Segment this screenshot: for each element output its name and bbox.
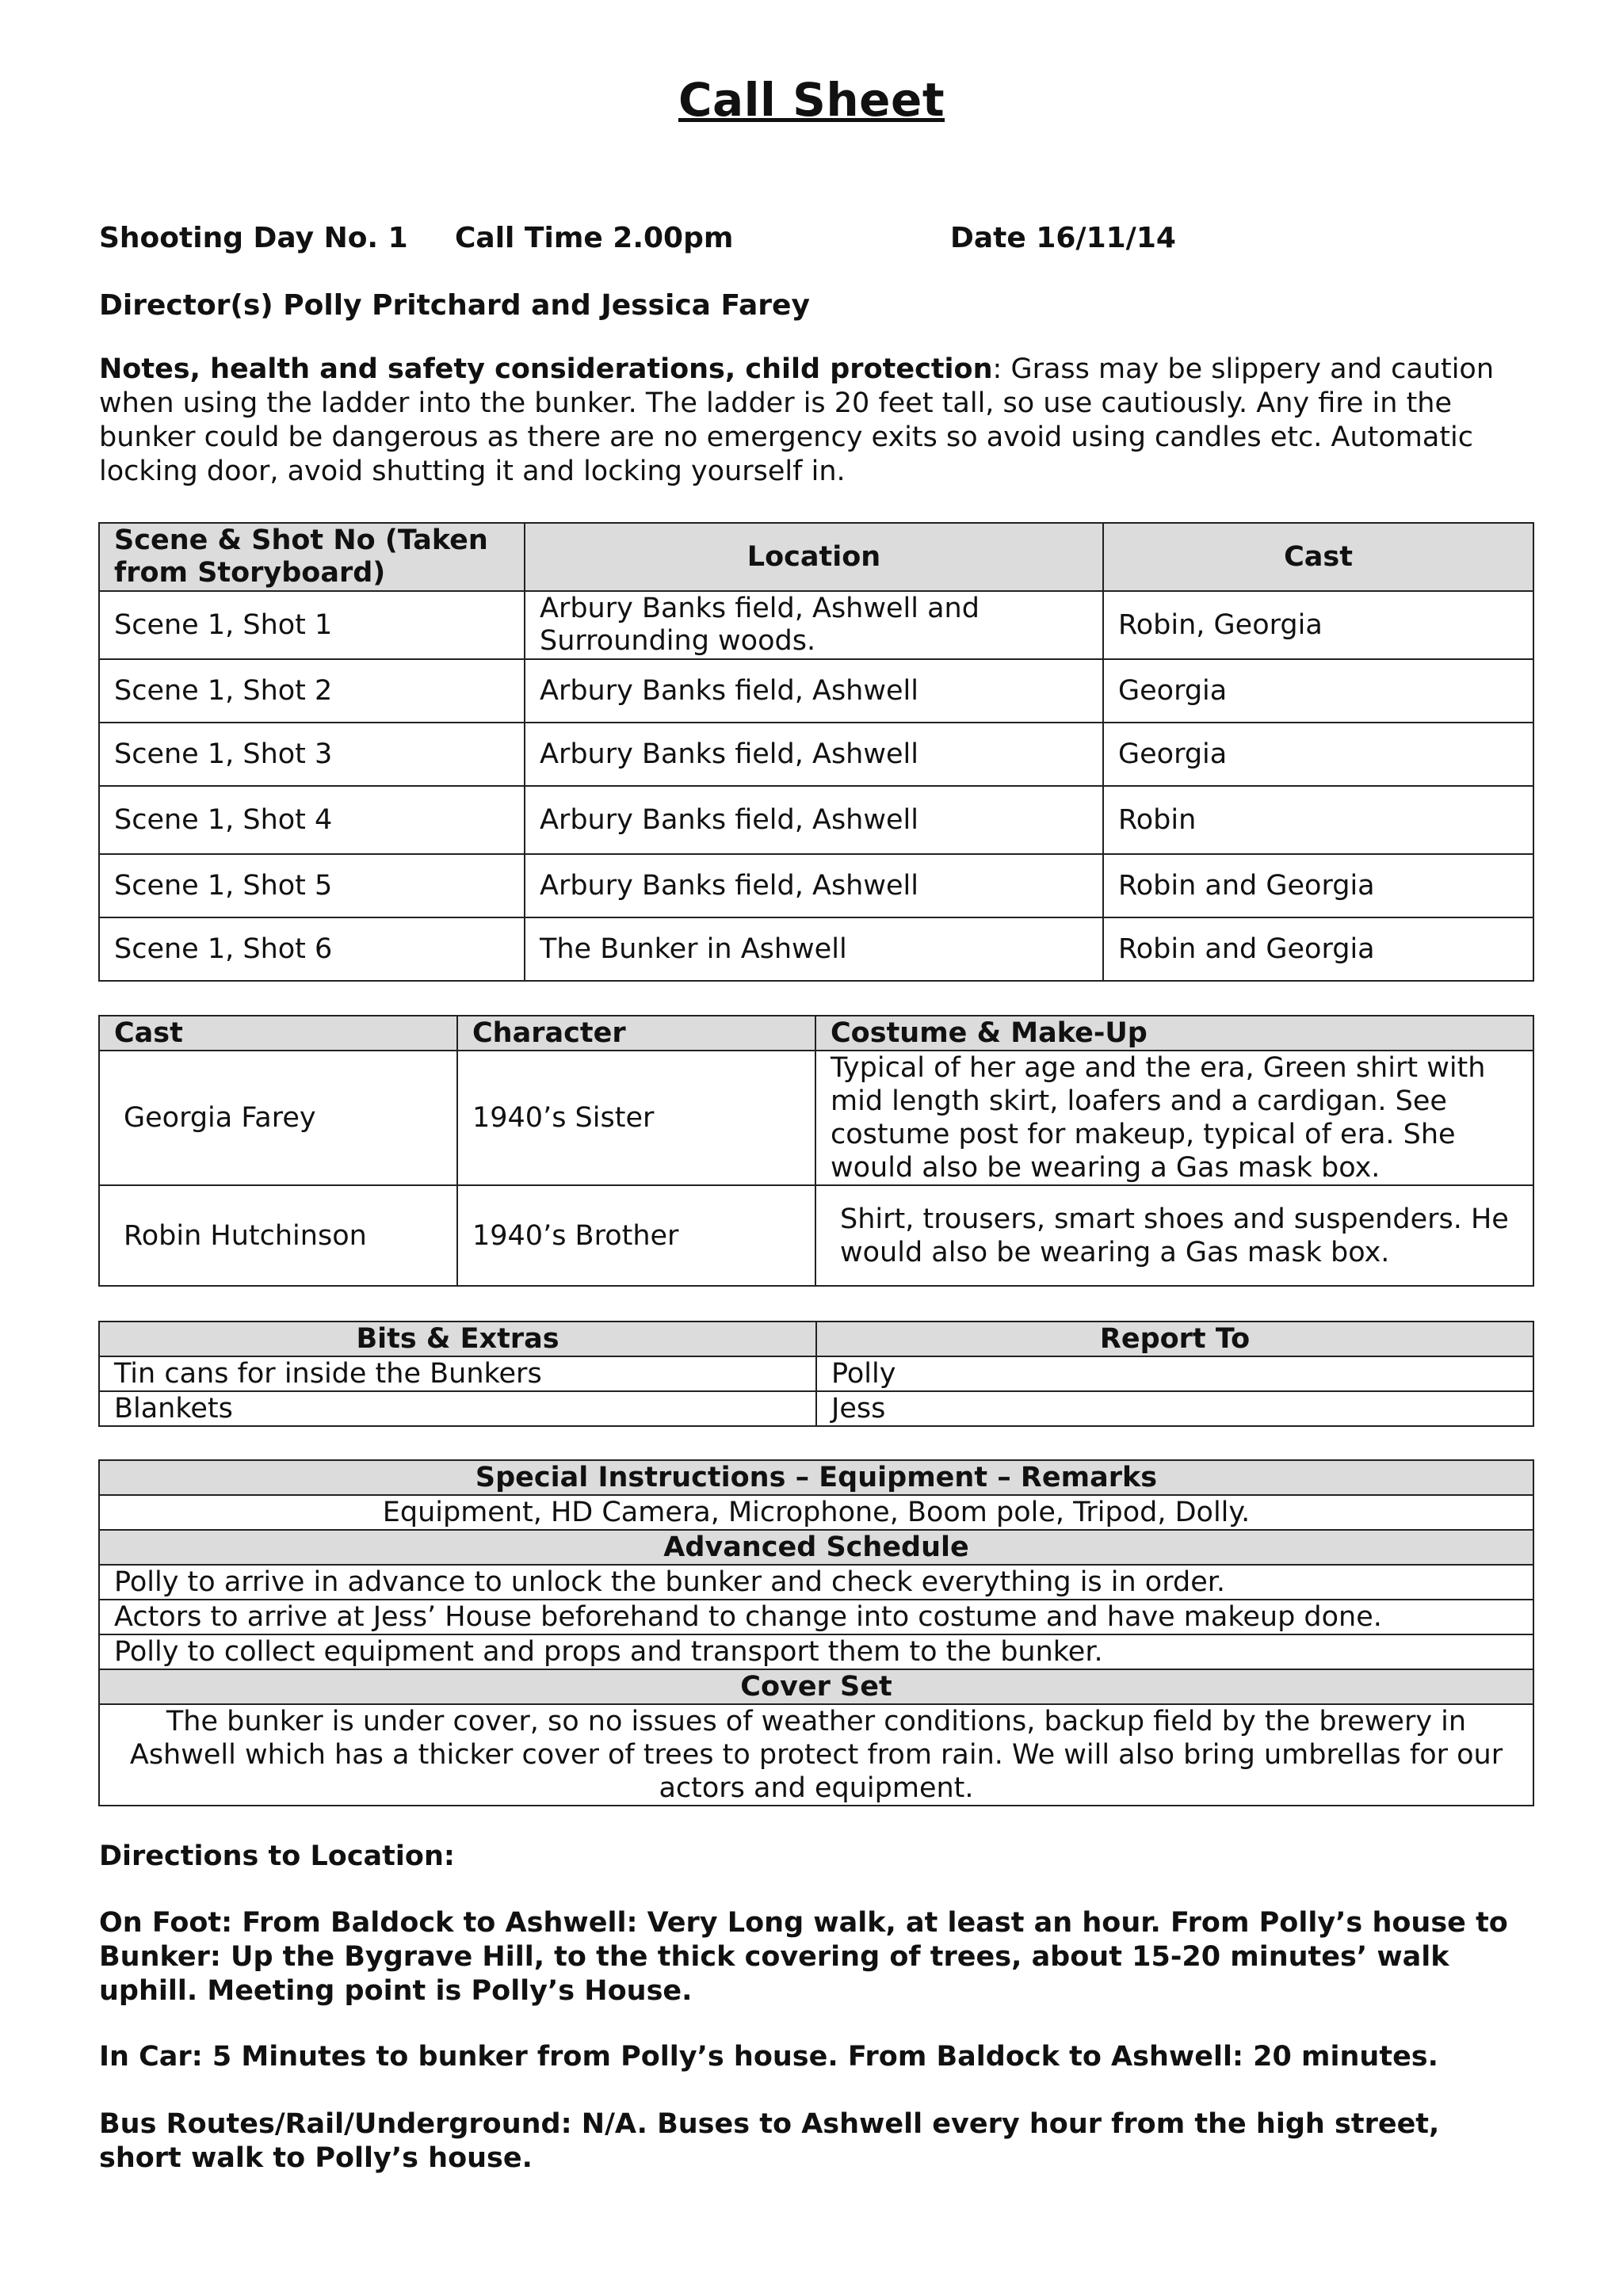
- scene-cell: Scene 1, Shot 5: [99, 854, 525, 917]
- cast-cell: Georgia: [1103, 723, 1533, 786]
- cast-cell: Robin and Georgia: [1103, 854, 1533, 917]
- directors: Director(s) Polly Pritchard and Jessica Farey: [99, 289, 810, 322]
- call-time: Call Time 2.00pm: [455, 222, 734, 254]
- table-row: [99, 1356, 1533, 1391]
- cover-set-header: Cover Set: [99, 1669, 1533, 1704]
- special-instructions-header: Special Instructions – Equipment – Remarks: [99, 1460, 1533, 1495]
- directions-on-foot: On Foot: From Baldock to Ashwell: Very Long walk, at least an hour. From Polly’s house to Bunker: Up the Bygrave Hill, to the thick covering of trees, about 15-20 minutes’ walk uphill. Meeting point is Polly’s House.: [99, 1907, 1508, 2007]
- cast-cell: Robin, Georgia: [1103, 591, 1533, 659]
- character-col-header: Character: [457, 1016, 815, 1051]
- notes-label: Notes, health and safety considerations, child protection: [99, 353, 993, 385]
- cast-name-cell: Georgia Farey: [99, 1051, 457, 1185]
- scene-cell: Scene 1, Shot 4: [99, 786, 525, 854]
- character-cell: 1940’s Sister: [457, 1051, 815, 1185]
- cast-cell: Robin and Georgia: [1103, 917, 1533, 981]
- table-row: [99, 854, 1533, 917]
- scene-cell: Scene 1, Shot 2: [99, 659, 525, 723]
- cast-name-cell: Robin Hutchinson: [99, 1185, 457, 1286]
- costume-cell: Typical of her age and the era, Green shirt with mid length skirt, loafers and a cardigan. See costume post for makeup, typical of era. She would also be wearing a Gas mask box.: [815, 1051, 1533, 1185]
- cast-col-header: Cast: [99, 1016, 457, 1051]
- location-cell: The Bunker in Ashwell: [525, 917, 1103, 981]
- extra-item-cell: Tin cans for inside the Bunkers: [99, 1356, 816, 1391]
- character-cell: 1940’s Brother: [457, 1185, 815, 1286]
- report-to-cell: Polly: [816, 1356, 1533, 1391]
- schedule-item: Polly to arrive in advance to unlock the bunker and check everything is in order.: [99, 1565, 1533, 1600]
- table-row: [99, 917, 1533, 981]
- advanced-schedule-header: Advanced Schedule: [99, 1530, 1533, 1565]
- directions-bus: Bus Routes/Rail/Underground: N/A. Buses to Ashwell every hour from the high street, short walk to Polly’s house.: [99, 2108, 1440, 2174]
- table-row: [99, 786, 1533, 854]
- directions-heading: Directions to Location:: [99, 1840, 455, 1872]
- report-to-header: Report To: [816, 1322, 1533, 1356]
- cast-header: Cast: [1103, 523, 1533, 591]
- location-header: Location: [525, 523, 1103, 591]
- table-row: [99, 1391, 1533, 1426]
- table-row: [99, 1185, 1533, 1286]
- cast-cell: Robin: [1103, 786, 1533, 854]
- special-instructions-table: [98, 1459, 1534, 1806]
- location-cell: Arbury Banks field, Ashwell: [525, 854, 1103, 917]
- extra-item-cell: Blankets: [99, 1391, 816, 1426]
- extras-table: [98, 1321, 1534, 1427]
- notes-text: : Grass may be slippery and caution when using the ladder into the bunker. The ladder is 20 feet tall, so use cautiously. Any fire in the bunker could be dangerous as there are no emergency exits so avoid using candles etc. Automatic locking door, avoid shutting it and locking yourself in.: [99, 353, 1495, 487]
- schedule-item: Polly to collect equipment and props and transport them to the bunker.: [99, 1634, 1533, 1669]
- cast-table: [98, 1015, 1534, 1287]
- table-row: [99, 723, 1533, 786]
- scene-cell: Scene 1, Shot 3: [99, 723, 525, 786]
- location-cell: Arbury Banks field, Ashwell: [525, 723, 1103, 786]
- costume-cell: Shirt, trousers, smart shoes and suspenders. He would also be wearing a Gas mask box.: [815, 1185, 1533, 1286]
- table-row: [99, 659, 1533, 723]
- costume-col-header: Costume & Make-Up: [815, 1016, 1533, 1051]
- cast-cell: Georgia: [1103, 659, 1533, 723]
- scene-table: [98, 522, 1534, 982]
- scene-cell: Scene 1, Shot 6: [99, 917, 525, 981]
- equipment-cell: Equipment, HD Camera, Microphone, Boom pole, Tripod, Dolly.: [99, 1495, 1533, 1530]
- scene-header: Scene & Shot No (Taken from Storyboard): [99, 523, 525, 591]
- shooting-day: Shooting Day No. 1: [99, 222, 408, 254]
- extras-header: Bits & Extras: [99, 1322, 816, 1356]
- cover-set-cell: The bunker is under cover, so no issues of weather conditions, backup field by the brewery in Ashwell which has a thicker cover of trees to protect from rain. We will also bring umbrellas for our actors and equipment.: [99, 1704, 1533, 1806]
- table-row: [99, 1051, 1533, 1185]
- location-cell: Arbury Banks field, Ashwell: [525, 659, 1103, 723]
- scene-cell: Scene 1, Shot 1: [99, 591, 525, 659]
- page-title: Call Sheet: [678, 73, 945, 127]
- notes: [99, 353, 1502, 489]
- schedule-item: Actors to arrive at Jess’ House beforehand to change into costume and have makeup done.: [99, 1600, 1533, 1634]
- location-cell: Arbury Banks field, Ashwell: [525, 786, 1103, 854]
- report-to-cell: Jess: [816, 1391, 1533, 1426]
- date: Date 16/11/14: [950, 222, 1176, 254]
- table-row: [99, 591, 1533, 659]
- location-cell: Arbury Banks field, Ashwell and Surrounding woods.: [525, 591, 1103, 659]
- directions-in-car: In Car: 5 Minutes to bunker from Polly’s house. From Baldock to Ashwell: 20 minutes.: [99, 2041, 1438, 2073]
